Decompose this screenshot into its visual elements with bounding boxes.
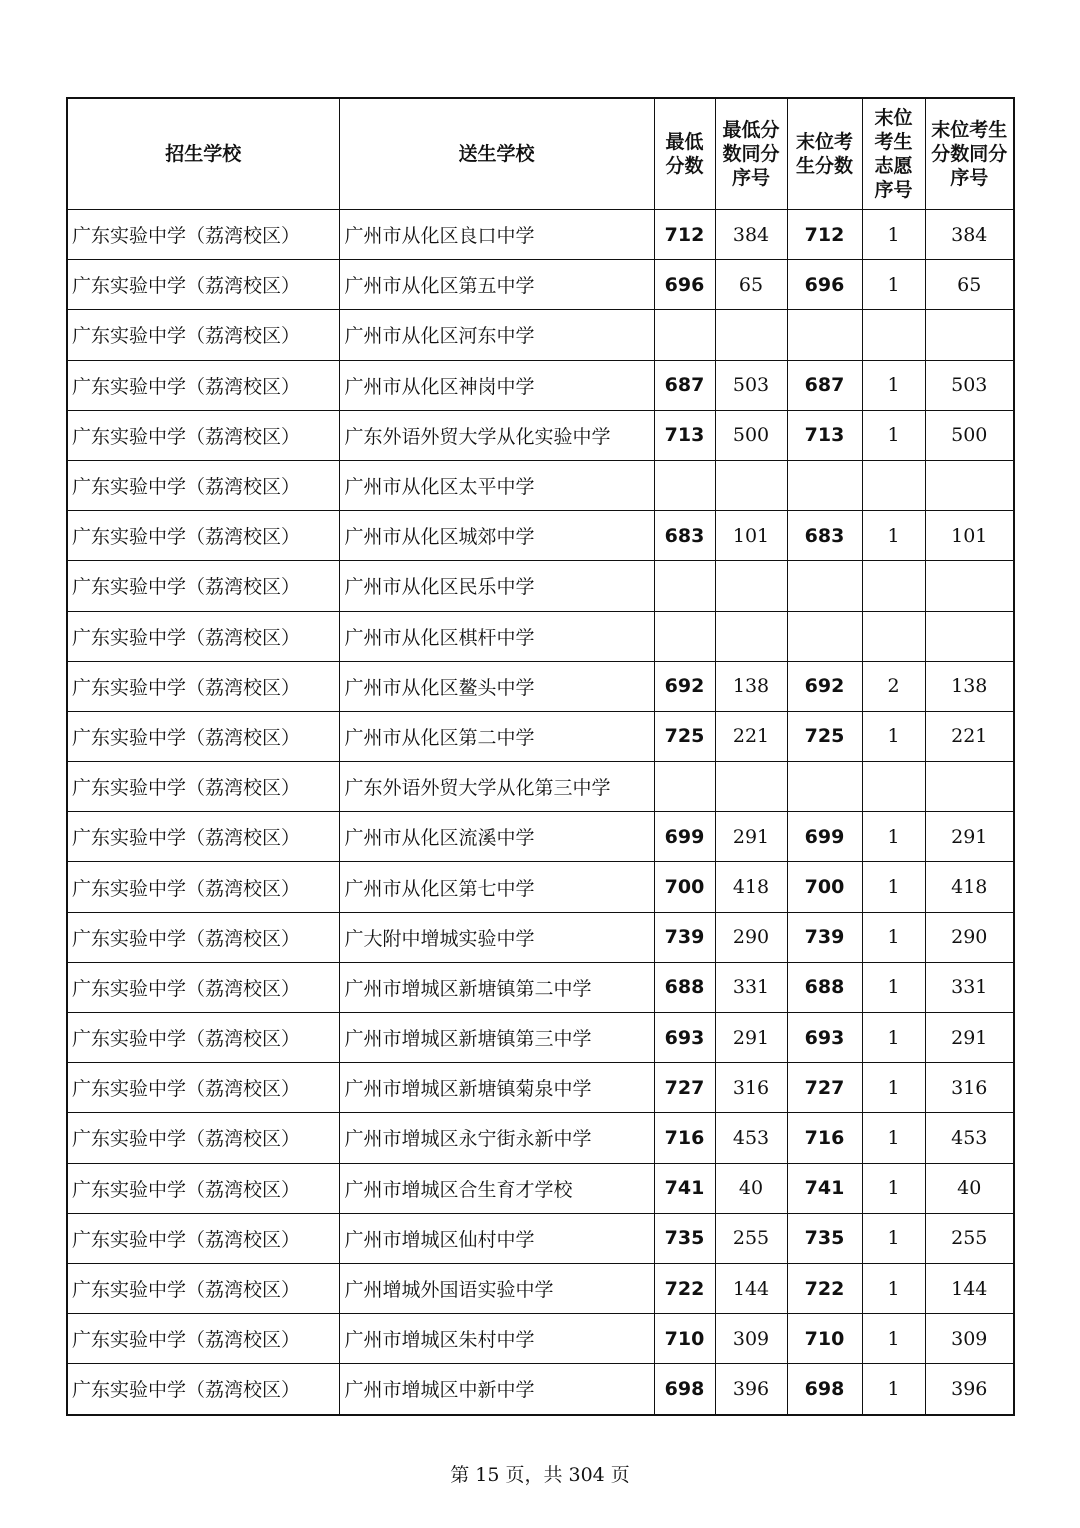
cell-sender: 广州市从化区河东中学 <box>339 310 654 360</box>
cell-min-score <box>654 310 715 360</box>
cell-last-score: 741 <box>787 1163 862 1213</box>
cell-min-score <box>654 611 715 661</box>
cell-last-score: 687 <box>787 360 862 410</box>
cell-min-score: 716 <box>654 1113 715 1163</box>
cell-min-rank <box>715 460 787 510</box>
cell-last-wish: 1 <box>862 912 925 962</box>
table-row <box>67 1314 1014 1364</box>
table-row <box>67 962 1014 1012</box>
cell-min-rank <box>715 762 787 812</box>
cell-min-rank <box>715 310 787 360</box>
cell-min-rank <box>715 611 787 661</box>
cell-last-rank: 40 <box>925 1163 1014 1213</box>
cell-min-rank: 144 <box>715 1263 787 1313</box>
cell-sender: 广州市增城区新塘镇菊泉中学 <box>339 1063 654 1113</box>
cell-min-score: 699 <box>654 812 715 862</box>
cell-last-rank <box>925 561 1014 611</box>
cell-last-wish <box>862 561 925 611</box>
cell-last-score: 699 <box>787 812 862 862</box>
cell-last-wish: 1 <box>862 260 925 310</box>
table-row <box>67 1113 1014 1163</box>
header-school: 招生学校 <box>67 98 339 210</box>
table-row <box>67 862 1014 912</box>
cell-last-wish: 1 <box>862 962 925 1012</box>
table-row <box>67 210 1014 260</box>
cell-last-wish: 1 <box>862 1213 925 1263</box>
cell-sender: 广州增城外国语实验中学 <box>339 1263 654 1313</box>
cell-school: 广东实验中学（荔湾校区） <box>67 561 339 611</box>
cell-last-score: 716 <box>787 1113 862 1163</box>
cell-min-score: 722 <box>654 1263 715 1313</box>
cell-min-score: 692 <box>654 661 715 711</box>
cell-school: 广东实验中学（荔湾校区） <box>67 410 339 460</box>
cell-school: 广东实验中学（荔湾校区） <box>67 611 339 661</box>
cell-min-rank: 101 <box>715 511 787 561</box>
cell-last-rank <box>925 310 1014 360</box>
cell-school: 广东实验中学（荔湾校区） <box>67 310 339 360</box>
header-last-wish: 末位 考生 志愿 序号 <box>862 98 925 210</box>
cell-min-score: 712 <box>654 210 715 260</box>
cell-min-score: 741 <box>654 1163 715 1213</box>
table-row <box>67 260 1014 310</box>
cell-school: 广东实验中学（荔湾校区） <box>67 1113 339 1163</box>
cell-school: 广东实验中学（荔湾校区） <box>67 1314 339 1364</box>
cell-last-score <box>787 460 862 510</box>
cell-last-score: 727 <box>787 1063 862 1113</box>
cell-min-rank: 384 <box>715 210 787 260</box>
header-last-rank: 末位考生 分数同分 序号 <box>925 98 1014 210</box>
cell-last-score: 713 <box>787 410 862 460</box>
table-row <box>67 762 1014 812</box>
cell-last-score: 693 <box>787 1013 862 1063</box>
table-row <box>67 611 1014 661</box>
cell-min-rank: 453 <box>715 1113 787 1163</box>
header-min-score: 最低 分数 <box>654 98 715 210</box>
cell-last-rank: 453 <box>925 1113 1014 1163</box>
cell-school: 广东实验中学（荔湾校区） <box>67 812 339 862</box>
cell-last-rank: 396 <box>925 1364 1014 1415</box>
cell-min-score: 693 <box>654 1013 715 1063</box>
table-row <box>67 460 1014 510</box>
cell-last-wish: 1 <box>862 360 925 410</box>
cell-last-score: 698 <box>787 1364 862 1415</box>
cell-min-rank: 503 <box>715 360 787 410</box>
table-row <box>67 1263 1014 1313</box>
cell-last-wish: 1 <box>862 210 925 260</box>
cell-min-rank: 309 <box>715 1314 787 1364</box>
cell-last-score: 739 <box>787 912 862 962</box>
cell-last-rank <box>925 762 1014 812</box>
cell-last-rank: 500 <box>925 410 1014 460</box>
cell-min-score: 713 <box>654 410 715 460</box>
cell-min-score: 698 <box>654 1364 715 1415</box>
cell-school: 广东实验中学（荔湾校区） <box>67 912 339 962</box>
cell-sender: 广州市从化区第五中学 <box>339 260 654 310</box>
cell-sender: 广州市增城区新塘镇第二中学 <box>339 962 654 1012</box>
cell-last-wish <box>862 611 925 661</box>
cell-last-rank: 255 <box>925 1213 1014 1263</box>
cell-sender: 广州市增城区仙村中学 <box>339 1213 654 1263</box>
table-row <box>67 511 1014 561</box>
cell-last-wish: 1 <box>862 1364 925 1415</box>
cell-min-rank: 40 <box>715 1163 787 1213</box>
cell-school: 广东实验中学（荔湾校区） <box>67 1263 339 1313</box>
table-row <box>67 1063 1014 1113</box>
cell-last-rank: 291 <box>925 812 1014 862</box>
table-row <box>67 1013 1014 1063</box>
table-body <box>67 210 1014 1415</box>
cell-last-score: 722 <box>787 1263 862 1313</box>
table-row <box>67 310 1014 360</box>
cell-last-wish: 1 <box>862 711 925 761</box>
cell-school: 广东实验中学（荔湾校区） <box>67 962 339 1012</box>
cell-min-score <box>654 762 715 812</box>
cell-last-rank: 221 <box>925 711 1014 761</box>
cell-min-score: 725 <box>654 711 715 761</box>
cell-last-rank: 138 <box>925 661 1014 711</box>
cell-last-wish: 1 <box>862 1163 925 1213</box>
cell-last-wish: 1 <box>862 1314 925 1364</box>
admission-score-table <box>66 97 1015 1416</box>
cell-school: 广东实验中学（荔湾校区） <box>67 460 339 510</box>
cell-sender: 广州市从化区鳌头中学 <box>339 661 654 711</box>
cell-last-rank <box>925 460 1014 510</box>
cell-min-score <box>654 460 715 510</box>
cell-sender: 广东外语外贸大学从化第三中学 <box>339 762 654 812</box>
cell-last-wish <box>862 310 925 360</box>
cell-sender: 广州市增城区中新中学 <box>339 1364 654 1415</box>
cell-last-score: 735 <box>787 1213 862 1263</box>
cell-last-rank: 290 <box>925 912 1014 962</box>
cell-sender: 广州市从化区太平中学 <box>339 460 654 510</box>
cell-sender: 广州市从化区城郊中学 <box>339 511 654 561</box>
cell-last-wish: 1 <box>862 1013 925 1063</box>
cell-last-wish <box>862 762 925 812</box>
cell-min-score: 735 <box>654 1213 715 1263</box>
cell-last-score <box>787 611 862 661</box>
cell-sender: 广州市增城区朱村中学 <box>339 1314 654 1364</box>
table-row <box>67 561 1014 611</box>
cell-school: 广东实验中学（荔湾校区） <box>67 1213 339 1263</box>
header-min-rank: 最低分 数同分 序号 <box>715 98 787 210</box>
page-footer: 第 15 页，共 304 页 <box>450 1464 630 1486</box>
cell-school: 广东实验中学（荔湾校区） <box>67 762 339 812</box>
cell-min-rank: 138 <box>715 661 787 711</box>
cell-min-rank: 291 <box>715 812 787 862</box>
cell-last-wish <box>862 460 925 510</box>
cell-min-score: 688 <box>654 962 715 1012</box>
cell-min-rank: 500 <box>715 410 787 460</box>
cell-min-rank: 290 <box>715 912 787 962</box>
cell-last-rank: 101 <box>925 511 1014 561</box>
cell-min-score: 727 <box>654 1063 715 1113</box>
cell-sender: 广州市从化区民乐中学 <box>339 561 654 611</box>
cell-min-score: 700 <box>654 862 715 912</box>
table-row <box>67 711 1014 761</box>
cell-min-score: 683 <box>654 511 715 561</box>
cell-sender: 广州市增城区合生育才学校 <box>339 1163 654 1213</box>
cell-last-rank: 331 <box>925 962 1014 1012</box>
table-header-row <box>67 98 1014 210</box>
cell-school: 广东实验中学（荔湾校区） <box>67 1013 339 1063</box>
cell-sender: 广东外语外贸大学从化实验中学 <box>339 410 654 460</box>
cell-min-score: 696 <box>654 260 715 310</box>
cell-last-score: 712 <box>787 210 862 260</box>
cell-last-rank: 418 <box>925 862 1014 912</box>
cell-last-score <box>787 561 862 611</box>
cell-last-score: 700 <box>787 862 862 912</box>
cell-last-score <box>787 762 862 812</box>
cell-last-score: 710 <box>787 1314 862 1364</box>
cell-last-rank: 291 <box>925 1013 1014 1063</box>
cell-school: 广东实验中学（荔湾校区） <box>67 511 339 561</box>
cell-sender: 广州市增城区永宁街永新中学 <box>339 1113 654 1163</box>
cell-min-rank: 291 <box>715 1013 787 1063</box>
cell-last-score: 692 <box>787 661 862 711</box>
cell-min-score <box>654 561 715 611</box>
cell-school: 广东实验中学（荔湾校区） <box>67 1063 339 1113</box>
table-row <box>67 812 1014 862</box>
table-row <box>67 1213 1014 1263</box>
cell-last-rank: 316 <box>925 1063 1014 1113</box>
cell-last-rank <box>925 611 1014 661</box>
cell-min-rank: 396 <box>715 1364 787 1415</box>
cell-last-wish: 1 <box>862 862 925 912</box>
cell-sender: 广大附中增城实验中学 <box>339 912 654 962</box>
cell-school: 广东实验中学（荔湾校区） <box>67 360 339 410</box>
cell-last-wish: 1 <box>862 511 925 561</box>
table-row <box>67 912 1014 962</box>
header-sender: 送生学校 <box>339 98 654 210</box>
cell-last-wish: 2 <box>862 661 925 711</box>
cell-last-score: 725 <box>787 711 862 761</box>
header-last-score: 末位考 生分数 <box>787 98 862 210</box>
cell-sender: 广州市从化区第二中学 <box>339 711 654 761</box>
cell-school: 广东实验中学（荔湾校区） <box>67 210 339 260</box>
cell-min-rank: 65 <box>715 260 787 310</box>
table-row <box>67 360 1014 410</box>
cell-school: 广东实验中学（荔湾校区） <box>67 711 339 761</box>
cell-last-score <box>787 310 862 360</box>
cell-min-rank: 255 <box>715 1213 787 1263</box>
cell-school: 广东实验中学（荔湾校区） <box>67 1163 339 1213</box>
cell-last-score: 683 <box>787 511 862 561</box>
cell-sender: 广州市从化区神岗中学 <box>339 360 654 410</box>
cell-last-wish: 1 <box>862 1063 925 1113</box>
cell-sender: 广州市从化区良口中学 <box>339 210 654 260</box>
cell-last-rank: 384 <box>925 210 1014 260</box>
table-row <box>67 1364 1014 1415</box>
cell-last-wish: 1 <box>862 812 925 862</box>
cell-min-score: 710 <box>654 1314 715 1364</box>
cell-school: 广东实验中学（荔湾校区） <box>67 1364 339 1415</box>
cell-min-rank: 418 <box>715 862 787 912</box>
cell-school: 广东实验中学（荔湾校区） <box>67 661 339 711</box>
cell-school: 广东实验中学（荔湾校区） <box>67 260 339 310</box>
cell-min-rank: 316 <box>715 1063 787 1113</box>
cell-sender: 广州市从化区流溪中学 <box>339 812 654 862</box>
cell-min-score: 739 <box>654 912 715 962</box>
cell-last-score: 696 <box>787 260 862 310</box>
cell-last-wish: 1 <box>862 1113 925 1163</box>
table-row <box>67 661 1014 711</box>
cell-school: 广东实验中学（荔湾校区） <box>67 862 339 912</box>
cell-sender: 广州市从化区棋杆中学 <box>339 611 654 661</box>
cell-last-rank: 144 <box>925 1263 1014 1313</box>
cell-last-rank: 503 <box>925 360 1014 410</box>
table-row <box>67 410 1014 460</box>
cell-last-wish: 1 <box>862 1263 925 1313</box>
cell-last-rank: 309 <box>925 1314 1014 1364</box>
cell-last-wish: 1 <box>862 410 925 460</box>
table-row <box>67 1163 1014 1213</box>
cell-sender: 广州市从化区第七中学 <box>339 862 654 912</box>
cell-min-rank: 331 <box>715 962 787 1012</box>
cell-last-rank: 65 <box>925 260 1014 310</box>
cell-min-rank <box>715 561 787 611</box>
cell-last-score: 688 <box>787 962 862 1012</box>
cell-min-score: 687 <box>654 360 715 410</box>
cell-min-rank: 221 <box>715 711 787 761</box>
cell-sender: 广州市增城区新塘镇第三中学 <box>339 1013 654 1063</box>
